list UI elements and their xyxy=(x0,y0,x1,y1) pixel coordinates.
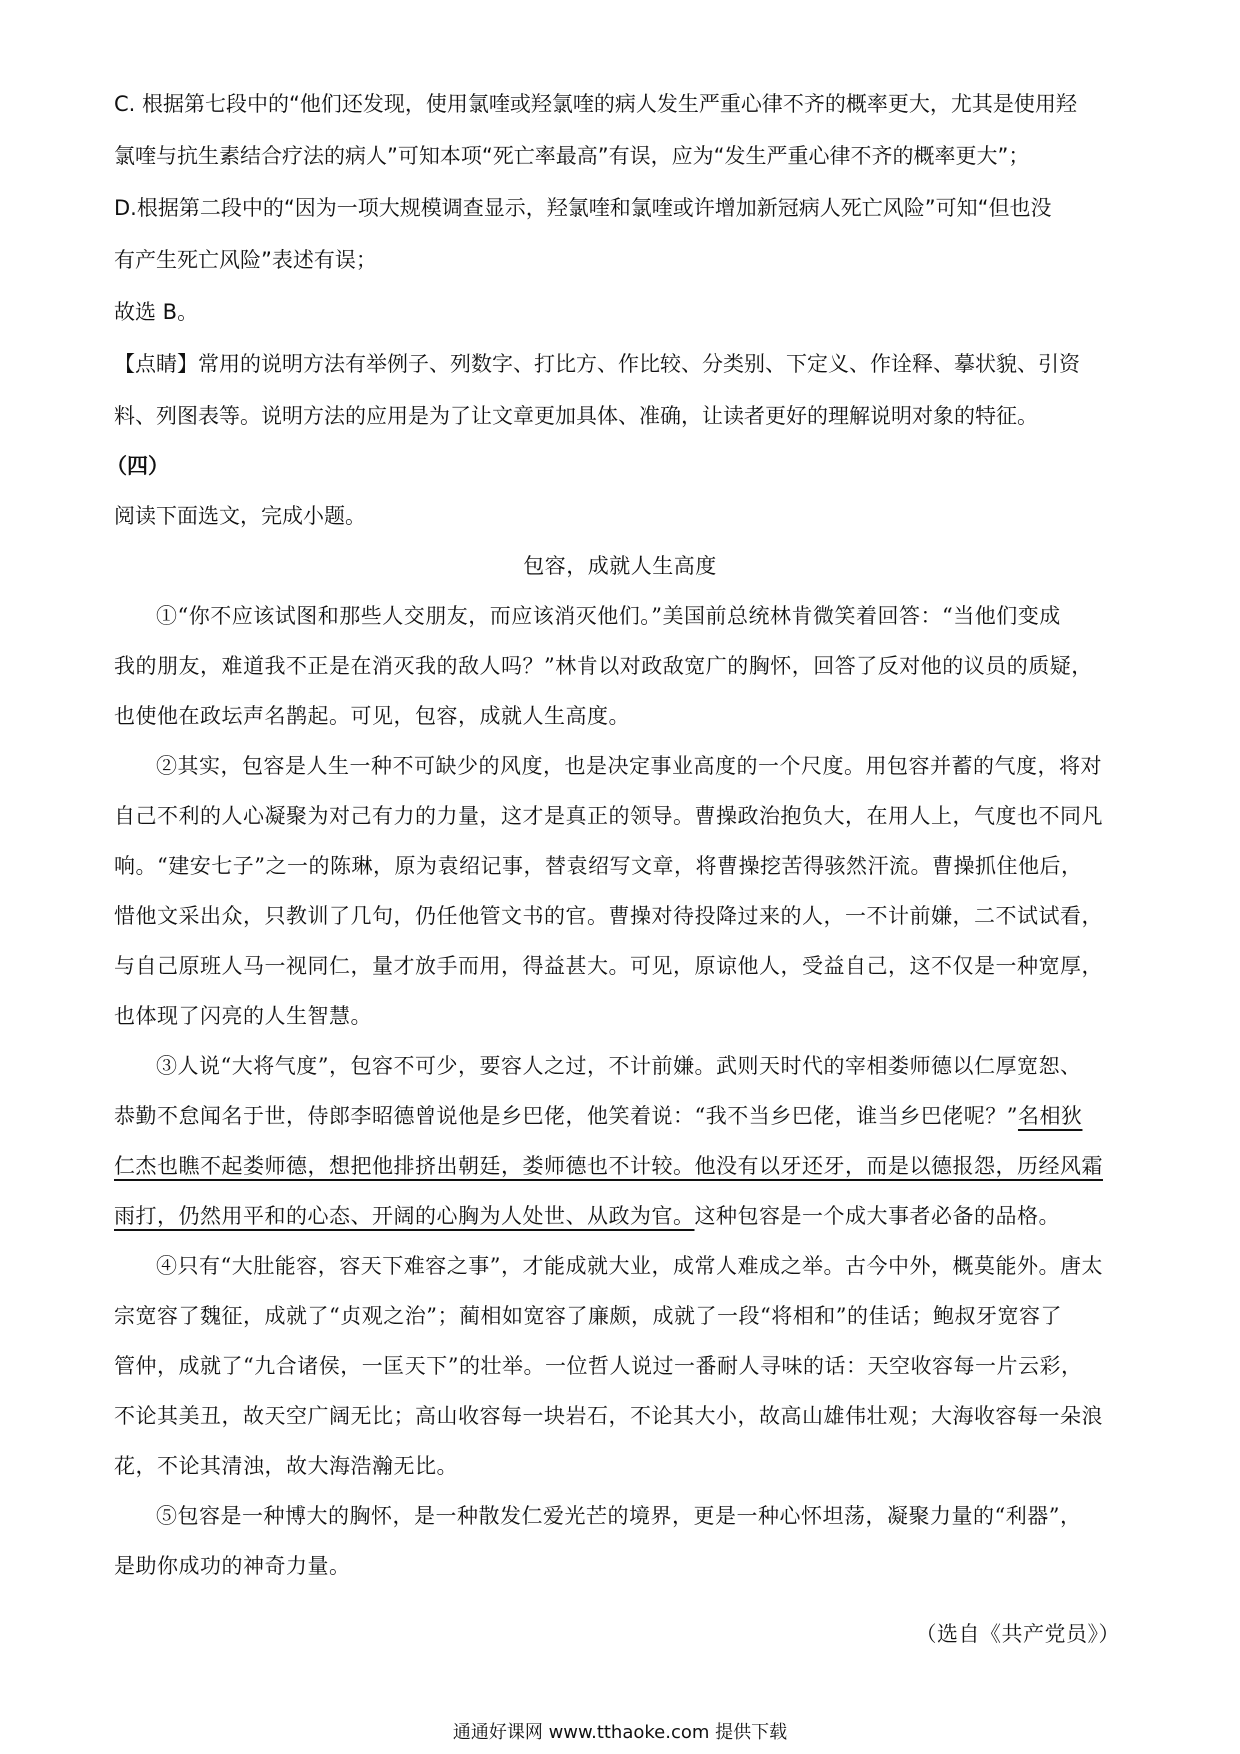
paragraph-3-line xyxy=(114,1152,1124,1180)
paragraph-2-line: ②其实，包容是人生一种不可缺少的风度，也是决定事业高度的一个尺度。用包容并蓄的气度，将对 xyxy=(156,754,1102,778)
paragraph-3-line xyxy=(114,1202,1124,1230)
article-title: 包容，成就人生高度 xyxy=(523,554,717,578)
paragraph-5-line: 是助你成功的神奇力量。 xyxy=(114,1554,351,1578)
paragraph-4-line: 不论其美丑，故天空广阔无比；高山收容每一块岩石，不论其大小，故高山雄伟壮观；大海收容每一朵浪 xyxy=(114,1404,1103,1428)
paragraph-5-line: ⑤包容是一种博大的胸怀，是一种散发仁爱光芒的境界，更是一种心怀坦荡，凝聚力量的“利器”， xyxy=(156,1504,1082,1528)
paragraph-2-line: 也体现了闪亮的人生智慧。 xyxy=(114,1004,372,1028)
paragraph-3-plain-text: 恭勤不怠闻名于世，侍郎李昭德曾说他是乡巴佬，他笑着说：“我不当乡巴佬，谁当乡巴佬呢？” xyxy=(114,1104,1018,1128)
paragraph-3-line: ③人说“大将气度”，包容不可少，要容人之过，不计前嫌。武则天时代的宰相娄师德以仁厚宽恕、 xyxy=(156,1054,1082,1078)
paragraph-1-line: 我的朋友，难道我不正是在消灭我的敌人吗？”林肯以对政敌宽广的胸怀，回答了反对他的议员的质疑， xyxy=(114,654,1093,678)
underlined-sentence: 名相狄 xyxy=(1017,1104,1083,1128)
tip-line1: 【点睛】常用的说明方法有举例子、列数字、打比方、作比较、分类别、下定义、作诠释、摹状貌、引资 xyxy=(114,352,1080,376)
reading-instruction: 阅读下面选文，完成小题。 xyxy=(114,504,366,528)
paragraph-4-line: ④只有“大肚能容，容天下难容之事”，才能成就大业，成常人难成之举。古今中外，概莫能外。唐太 xyxy=(156,1254,1103,1278)
underlined-sentence: 雨打，仍然用平和的心态、开阔的心胸为人处世、从政为官。 xyxy=(114,1204,695,1228)
answer-choice: 故选 B。 xyxy=(114,300,199,324)
paragraph-2-line: 惜他文采出众，只教训了几句，仍任他管文书的官。曹操对待投降过来的人，一不计前嫌，二不试试看， xyxy=(114,904,1103,928)
paragraph-1-line: 也使他在政坛声名鹊起。可见，包容，成就人生高度。 xyxy=(114,704,630,728)
paragraph-2-line: 与自己原班人马一视同仁，量才放手而用，得益甚大。可见，原谅他人，受益自己，这不仅是一种宽厚， xyxy=(114,954,1103,978)
analysis-option-d-line2: 有产生死亡风险”表述有误； xyxy=(114,248,377,272)
paragraph-3-plain-text: 这种包容是一个成大事者必备的品格。 xyxy=(694,1204,1060,1228)
paragraph-2-line: 自己不利的人心凝聚为对己有力的力量，这才是真正的领导。曹操政治抱负大，在用人上，气度也不同凡 xyxy=(114,804,1103,828)
underlined-sentence: 仁杰也瞧不起娄师德，想把他排挤出朝廷，娄师德也不计较。他没有以牙还牙，而是以德报怨，历经风霜 xyxy=(114,1154,1103,1178)
analysis-option-d-line1: D.根据第二段中的“因为一项大规模调查显示，羟氯喹和氯喹或许增加新冠病人死亡风险”可知“但也没 xyxy=(114,196,1052,220)
paragraph-4-line: 宗宽容了魏征，成就了“贞观之治”；蔺相如宽容了廉颇，成就了一段“将相和”的佳话；鲍叔牙宽容了 xyxy=(114,1304,1062,1328)
paragraph-3-line xyxy=(114,1102,1124,1130)
section-heading: （四） xyxy=(106,454,169,478)
paragraph-4-line: 花，不论其清浊，故大海浩瀚无比。 xyxy=(114,1454,458,1478)
page-footer: 通通好课网 www.tthaoke.com 提供下载 xyxy=(452,1722,788,1743)
tip-line2: 料、列图表等。说明方法的应用是为了让文章更加具体、准确，让读者更好的理解说明对象的特征。 xyxy=(114,404,1038,428)
analysis-option-c-line2: 氯喹与抗生素结合疗法的病人”可知本项“死亡率最高”有误，应为“发生严重心律不齐的概率更大”； xyxy=(114,144,1030,168)
paragraph-1-line: ①“你不应该试图和那些人交朋友，而应该消灭他们。”美国前总统林肯微笑着回答：“当他们变成 xyxy=(156,604,1061,628)
article-source: （选自《共产党员》） xyxy=(915,1622,1120,1646)
paragraph-4-line: 管仲，成就了“九合诸侯，一匡天下”的壮举。一位哲人说过一番耐人寻味的话：天空收容每一片云彩， xyxy=(114,1354,1083,1378)
analysis-option-c-line1: C. 根据第七段中的“他们还发现，使用氯喹或羟氯喹的病人发生严重心律不齐的概率更大，尤其是使用羟 xyxy=(114,92,1077,116)
paragraph-2-line: 响。“建安七子”之一的陈琳，原为袁绍记事，替袁绍写文章，将曹操挖苦得骇然汗流。曹操抓住他后， xyxy=(114,854,1083,878)
